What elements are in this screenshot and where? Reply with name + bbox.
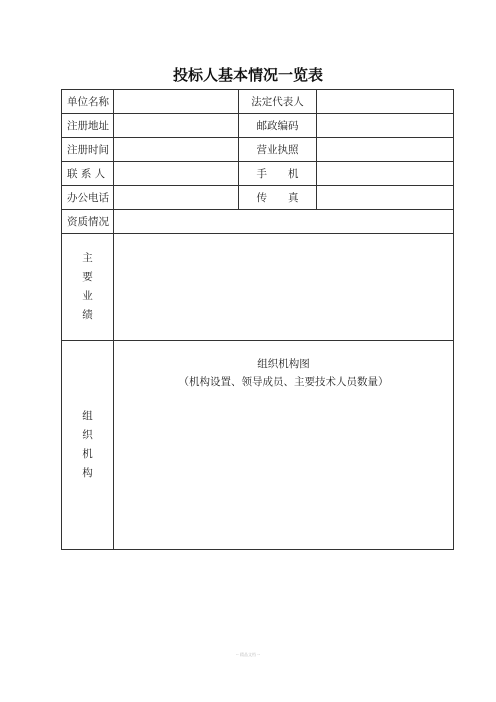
- legal-rep-label: 法定代表人: [239, 90, 317, 114]
- performance-label-cell: [62, 234, 114, 341]
- performance-label: 主要业绩: [82, 252, 93, 321]
- table-row-performance: [62, 234, 454, 341]
- table-row-office-phone: [62, 186, 454, 210]
- bidder-info-table: [61, 89, 454, 550]
- unit-name-label: 单位名称: [62, 90, 114, 114]
- table-row-reg-time: [62, 138, 454, 162]
- mobile-label: 手 机: [239, 162, 317, 186]
- org-chart-title: 组织机构图: [257, 358, 310, 370]
- table-row-qualification: [62, 210, 454, 234]
- table-row-unit-name: [62, 90, 454, 114]
- table-row-reg-address: [62, 114, 454, 138]
- reg-time-label: 注册时间: [62, 138, 114, 162]
- mobile-field[interactable]: [317, 162, 454, 186]
- reg-address-field[interactable]: [114, 114, 239, 138]
- reg-time-field[interactable]: [114, 138, 239, 162]
- organization-field[interactable]: [114, 341, 454, 550]
- table-row-organization: [62, 341, 454, 550]
- contact-label: 联 系 人: [62, 162, 114, 186]
- unit-name-field[interactable]: [114, 90, 239, 114]
- legal-rep-field[interactable]: [317, 90, 454, 114]
- qualification-field[interactable]: [114, 210, 454, 234]
- fax-label: 传 真: [239, 186, 317, 210]
- page-title: 投标人基本情况一览表: [172, 66, 323, 84]
- business-license-label: 营业执照: [239, 138, 317, 162]
- postal-code-label: 邮政编码: [239, 114, 317, 138]
- office-phone-label: 办公电话: [62, 186, 114, 210]
- performance-field[interactable]: [114, 234, 454, 341]
- table-row-contact: [62, 162, 454, 186]
- org-chart-note: （机构设置、领导成员、主要技术人员数量）: [178, 376, 389, 388]
- business-license-field[interactable]: [317, 138, 454, 162]
- qualification-label: 资质情况: [62, 210, 114, 234]
- reg-address-label: 注册地址: [62, 114, 114, 138]
- page-footer: -- 精品文档 --: [235, 652, 261, 657]
- postal-code-field[interactable]: [317, 114, 454, 138]
- office-phone-field[interactable]: [114, 186, 239, 210]
- organization-label-cell: [62, 341, 114, 550]
- organization-label: 组织机构: [82, 410, 93, 479]
- contact-field[interactable]: [114, 162, 239, 186]
- fax-field[interactable]: [317, 186, 454, 210]
